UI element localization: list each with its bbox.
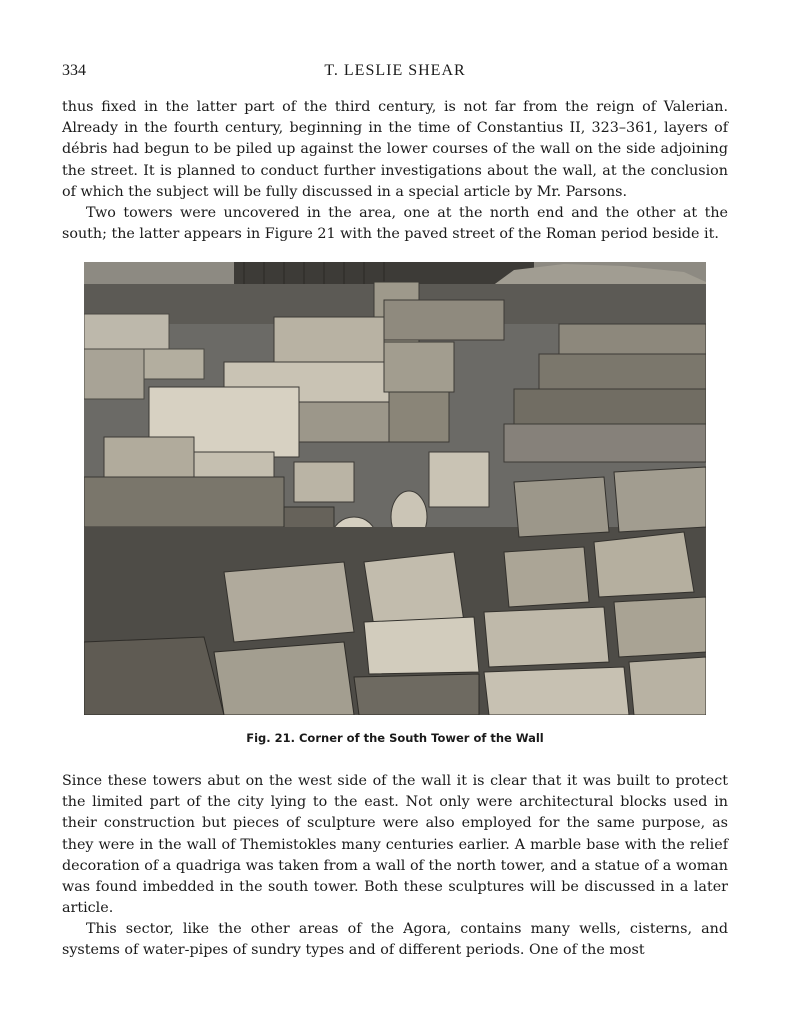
paragraph-wells: This sector, like the other areas of the Agora, contains many wells, cisterns, and systems of water-pipes of sundry types and of different periods. One of the most [62,921,728,959]
page-header [62,62,728,84]
figure-caption: Fig. 21. Corner of the South Tower of the Wall [246,731,544,745]
paragraph-towers: Two towers were uncovered in the area, one at the north end and the other at the south; the latter appears in Figure 21 with the paved street of the Roman period beside it. [62,205,728,243]
photo-illustration [84,262,706,715]
page-number: 334 [62,62,86,79]
running-head: T. LESLIE SHEAR [324,62,466,79]
paragraph-dating: thus fixed in the latter part of the third century, is not far from the reign of Valerian. Already in the fourth century, beginning in the time of Constantius II, 323–361, layers of débris had begun to be piled up against the lower courses of the wall on the side adjoining the street. It is planned to conduct further investigations about the wall, at the conclusion of which the subject will be fully discussed in a special article by Mr. Parsons. [62,99,728,200]
figure-photograph-south-tower [84,262,706,715]
paragraph-sculpture: Since these towers abut on the west side of the wall it is clear that it was built to protect the limited part of the city lying to the east. Not only were architectural blocks used in their construction but pieces of sculpture were also employed for the same purpose, as they were in the wall of Themistokles many centuries earlier. A marble base with the relief decoration of a quadriga was taken from a wall of the north tower, and a statue of a woman was found imbedded in the south tower. Both these sculptures will be discussed in a later article. [62,773,728,917]
